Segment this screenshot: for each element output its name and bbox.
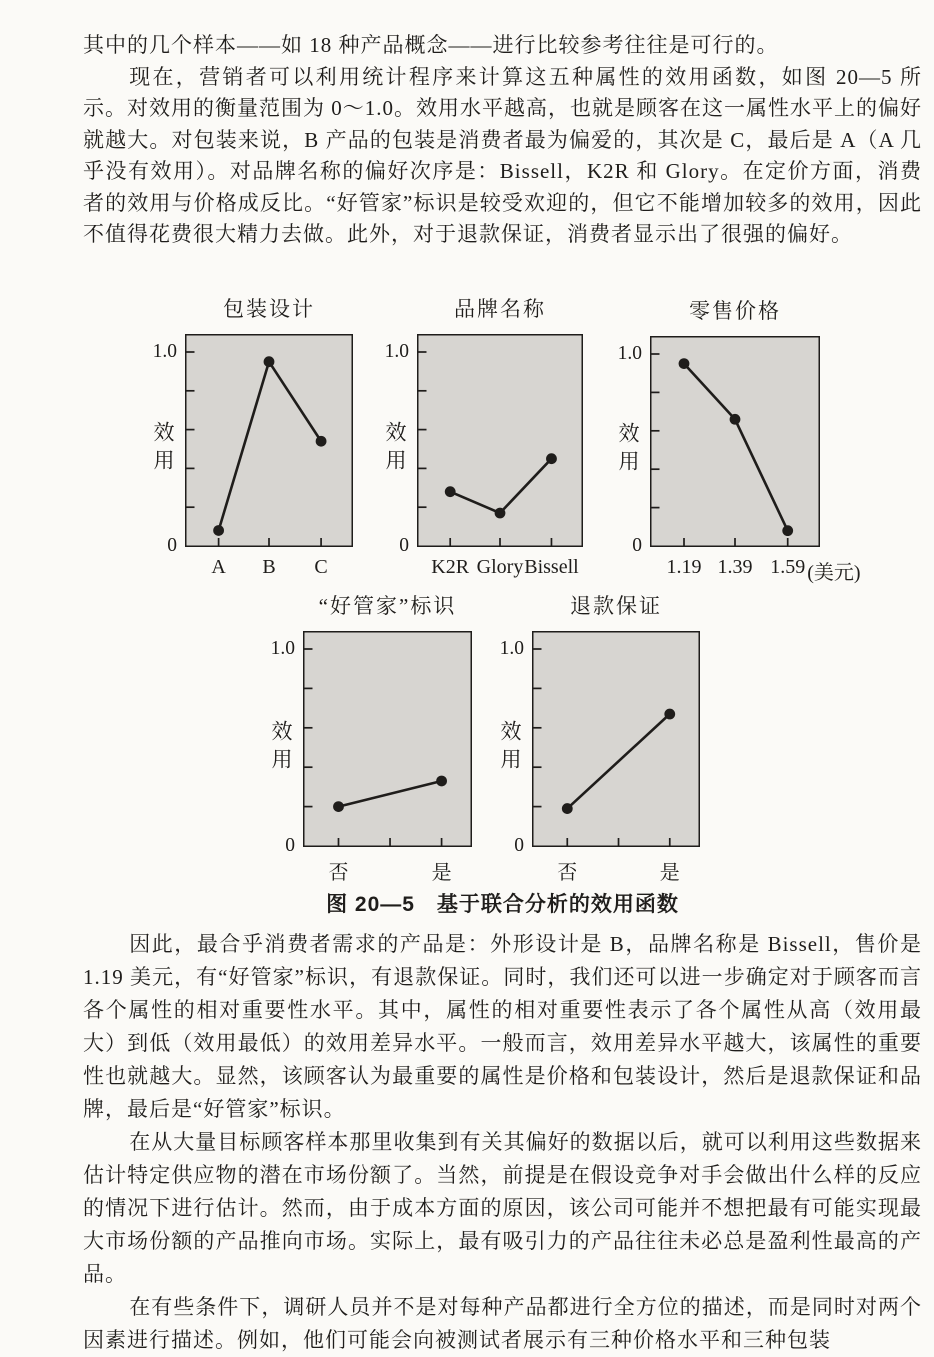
body-text bbox=[83, 928, 922, 1357]
paragraph-samples: 其中的几个样本——如 18 种产品概念——进行比较参考往往是可行的。 bbox=[83, 33, 779, 57]
chart-money-back-guarantee bbox=[498, 594, 700, 884]
x-tick-label: K2R bbox=[431, 556, 470, 578]
x-tick-label: Glory bbox=[476, 556, 524, 578]
utility-axis-label: 效用 bbox=[616, 421, 640, 478]
chart-title: 零售价格 bbox=[689, 299, 781, 323]
x-tick-label: 1.39 bbox=[717, 556, 753, 578]
utility-axis-label: 效用 bbox=[498, 719, 522, 776]
x-tick-label: A bbox=[211, 556, 226, 578]
y-min-tick-label: 0 bbox=[285, 835, 295, 856]
y-min-tick-label: 0 bbox=[514, 835, 524, 856]
chart-brand-name bbox=[383, 297, 583, 578]
x-tick-label: B bbox=[262, 556, 276, 578]
utility-axis-label: 效用 bbox=[269, 719, 293, 776]
y-max-tick-label: 1.0 bbox=[152, 341, 177, 362]
paragraph-two-factors: 在有些条件下，调研人员并不是对每种产品都进行全方位的描述，而是同时对两个因素进行描述。例如，他们可能会向被测试者展示有三种价格水平和三种包装 bbox=[83, 1295, 922, 1352]
utility-axis-label: 效用 bbox=[383, 421, 407, 478]
paragraph-utility-functions: 现在，营销者可以利用统计程序来计算这五种属性的效用函数，如图 20—5 所示。对效用的衡量范围为 0～1.0。效用水平越高，也就是顾客在这一属性水平上的偏好就越大。对包装来说，B 产品的包装是消费者最为偏爱的，其次是 C，最后是 A（A 几乎没有效用）。对品牌名称的偏好次序是：Bissell，K2R 和 Glory。在定价方面，消费者的效用与价格成反比。“好管家”标识是较受欢迎的，但它不能增加较多的效用，因此不值得花费很大精力去做。此外，对于退款保证，消费者显示出了很强的偏好。 bbox=[83, 64, 922, 246]
paragraph-market-share: 在从大量目标顾客样本那里收集到有关其偏好的数据以后，就可以利用这些数据来估计特定供应物的潜在市场份额了。当然，前提是在假设竞争对手会做出什么样的反应的情况下进行估计。然而，由于成本方面的原因，该公司可能并不想把最有可能实现最大市场份额的产品推向市场。实际上，最有吸引力的产品往往未必总是盈利性最高的产品。 bbox=[83, 1130, 922, 1286]
intro-text bbox=[83, 30, 922, 251]
x-tick-label: 1.19 bbox=[666, 556, 702, 578]
chart-title: 退款保证 bbox=[570, 594, 662, 618]
line-plot bbox=[650, 336, 820, 547]
x-tick-label: C bbox=[314, 556, 328, 578]
y-min-tick-label: 0 bbox=[399, 535, 409, 556]
y-max-tick-label: 1.0 bbox=[270, 638, 295, 659]
x-tick-label: 否 bbox=[328, 862, 349, 884]
x-tick-label: 否 bbox=[557, 862, 578, 884]
utility-axis-label: 效用 bbox=[151, 421, 175, 478]
y-max-tick-label: 1.0 bbox=[384, 341, 409, 362]
y-max-tick-label: 1.0 bbox=[499, 638, 524, 659]
line-plot bbox=[185, 334, 353, 547]
line-plot bbox=[303, 631, 472, 847]
chart-title: “好管家”标识 bbox=[318, 594, 457, 618]
x-tick-label: Bissell bbox=[524, 556, 579, 578]
paragraph-best-product: 因此，最合乎消费者需求的产品是：外形设计是 B，品牌名称是 Bissell，售价是 1.19 美元，有“好管家”标识，有退款保证。同时，我们还可以进一步确定对于顾客而言各个属性的相对重要性水平。其中，属性的相对重要性表示了各个属性从高（效用最大）到低（效用最低）的效用差异水平。一般而言，效用差异水平越大，该属性的重要性也就越大。显然，该顾客认为最重要的属性是价格和包装设计，然后是退款保证和品牌，最后是“好管家”标识。 bbox=[83, 932, 922, 1121]
y-min-tick-label: 0 bbox=[167, 535, 177, 556]
x-tick-label: 是 bbox=[431, 862, 452, 884]
line-plot bbox=[532, 631, 700, 847]
chart-title: 包装设计 bbox=[223, 297, 315, 321]
chart-good-housekeeping-seal bbox=[269, 594, 472, 884]
figure-caption: 图 20—5 基于联合分析的效用函数 bbox=[326, 893, 679, 916]
chart-title: 品牌名称 bbox=[454, 297, 546, 321]
x-axis-unit-label: (美元) bbox=[807, 562, 861, 584]
x-tick-label: 是 bbox=[659, 862, 680, 884]
line-plot bbox=[417, 334, 583, 547]
chart-retail-price bbox=[616, 299, 861, 584]
x-tick-label: 1.59 bbox=[770, 556, 806, 578]
chart-package-design bbox=[151, 297, 353, 578]
y-max-tick-label: 1.0 bbox=[617, 343, 642, 364]
y-min-tick-label: 0 bbox=[632, 535, 642, 556]
